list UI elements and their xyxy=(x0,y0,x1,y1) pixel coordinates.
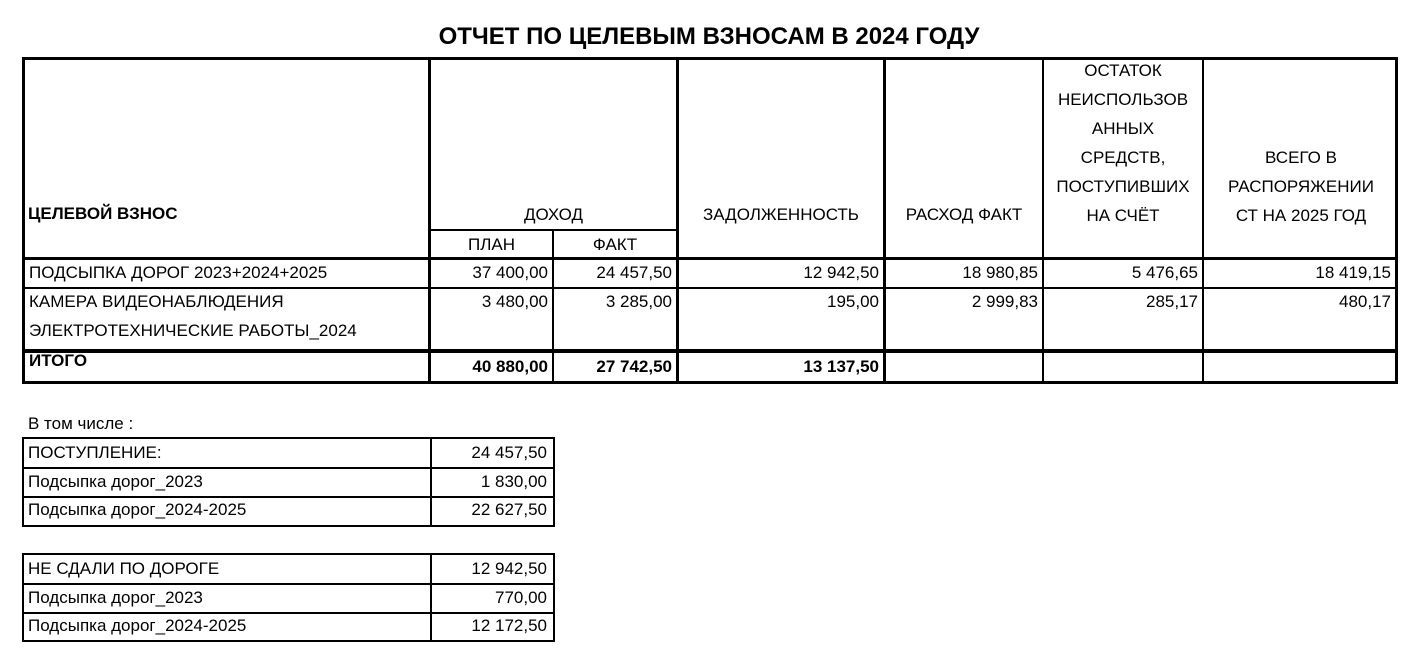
debt-table xyxy=(22,553,555,642)
table-row xyxy=(24,468,553,497)
header-income: ДОХОД xyxy=(523,205,584,224)
row-plan: 3 480,00 xyxy=(481,292,548,311)
row-expense: 18 980,85 xyxy=(962,263,1038,282)
header-fact: ФАКТ xyxy=(592,235,638,254)
table-row xyxy=(24,496,553,525)
header-debt: ЗАДОЛЖЕННОСТЬ xyxy=(703,205,859,224)
report-title: ОТЧЕТ ПО ЦЕЛЕВЫМ ВЗНОСАМ В 2024 ГОДУ xyxy=(438,23,980,50)
receipts-value: 22 627,50 xyxy=(471,500,547,519)
total-label: ИТОГО xyxy=(29,351,88,370)
debt-label: Подсыпка дорог_2023 xyxy=(28,588,203,607)
total-fact: 27 742,50 xyxy=(596,357,672,376)
row-plan: 37 400,00 xyxy=(472,263,548,282)
table-row xyxy=(24,555,553,584)
debt-value: 12 942,50 xyxy=(471,559,547,578)
debt-value: 770,00 xyxy=(495,588,547,607)
row-fact: 3 285,00 xyxy=(605,292,672,311)
receipts-value: 24 457,50 xyxy=(471,443,547,462)
row-name: ПОДСЫПКА ДОРОГ 2023+2024+2025 xyxy=(29,263,328,282)
row-total: 480,17 xyxy=(1339,292,1391,311)
total-debt: 13 137,50 xyxy=(803,357,879,376)
receipts-table xyxy=(22,437,555,527)
header-total-available: ВСЕГО В РАСПОРЯЖЕНИИ СТ НА 2025 ГОД xyxy=(1228,148,1374,225)
row-name-line1: КАМЕРА ВИДЕОНАБЛЮДЕНИЯ xyxy=(29,292,284,311)
table-row xyxy=(24,439,553,468)
table-row xyxy=(24,584,553,613)
header-plan: ПЛАН xyxy=(468,235,515,254)
row-name-line2: ЭЛЕКТРОТЕХНИЧЕСКИЕ РАБОТЫ_2024 xyxy=(29,321,357,340)
including-label: В том числе : xyxy=(28,414,134,433)
receipts-value: 1 830,00 xyxy=(480,472,547,491)
header-remainder: ОСТАТОК НЕИСПОЛЬЗОВ АННЫХ СРЕДСТВ, ПОСТУПИВШИХ НА СЧЁТ xyxy=(1056,61,1190,225)
row-remainder: 285,17 xyxy=(1146,292,1198,311)
row-debt: 195,00 xyxy=(827,292,879,311)
receipts-label: ПОСТУПЛЕНИЕ: xyxy=(28,443,162,462)
receipts-label: Подсыпка дорог_2023 xyxy=(28,472,203,491)
row-total: 18 419,15 xyxy=(1315,263,1391,282)
header-expense: РАСХОД ФАКТ xyxy=(905,205,1023,224)
debt-label: Подсыпка дорог_2024-2025 xyxy=(28,616,247,635)
row-debt: 12 942,50 xyxy=(803,263,879,282)
row-remainder: 5 476,65 xyxy=(1131,263,1198,282)
receipts-label: Подсыпка дорог_2024-2025 xyxy=(28,500,247,519)
debt-label: НЕ СДАЛИ ПО ДОРОГЕ xyxy=(28,559,220,578)
total-plan: 40 880,00 xyxy=(472,357,548,376)
header-contribution: ЦЕЛЕВОЙ ВЗНОС xyxy=(28,204,178,223)
debt-value: 12 172,50 xyxy=(471,616,547,635)
row-expense: 2 999,83 xyxy=(971,292,1038,311)
row-fact: 24 457,50 xyxy=(596,263,672,282)
table-row xyxy=(24,612,553,641)
